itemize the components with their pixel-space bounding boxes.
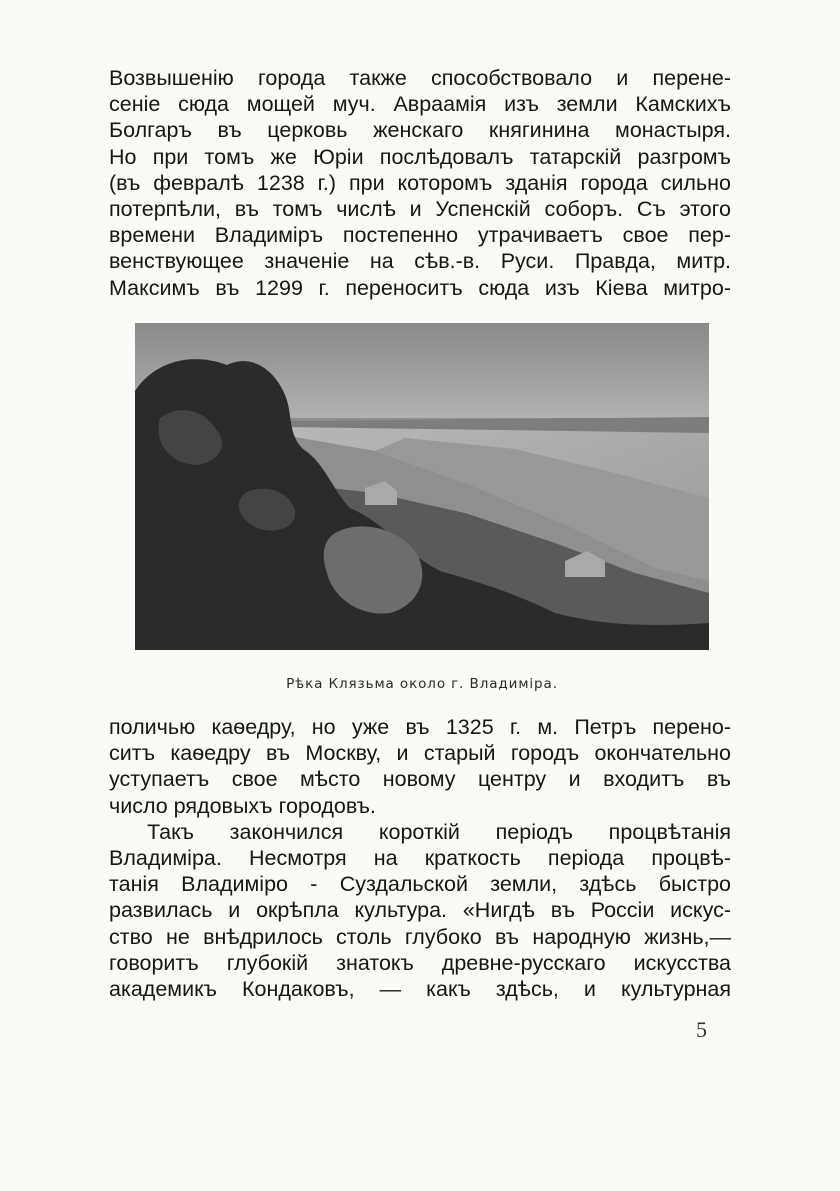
text-line: потерпѣли, въ томъ числѣ и Успенскій соборъ. Съ этого	[109, 197, 731, 222]
text-line: развилась и окрѣпла культура. «Нигдѣ въ Россіи искус-	[109, 898, 731, 923]
text-line: поличью каѳедру, но уже въ 1325 г. м. Петръ перено-	[109, 715, 731, 739]
text-line: число рядовыхъ городовъ.	[109, 793, 376, 818]
paragraph-top	[109, 65, 731, 301]
text-line: Владиміра. Несмотря на краткость періода процвѣ-	[109, 846, 731, 871]
text-line: Возвышенію города также способствовало и перене-	[109, 66, 731, 90]
text-line: (въ февралѣ 1238 г.) при которомъ зданія города сильно	[109, 170, 731, 195]
figure-caption: Рѣка Клязьма около г. Владиміра.	[286, 676, 558, 692]
text-line: говоритъ глубокій знатокъ древне-русскаго искусства	[109, 950, 731, 975]
paragraph-bottom	[109, 714, 731, 1002]
text-line: Максимъ въ 1299 г. переноситъ сюда изъ Кіева митро-	[109, 275, 731, 300]
text-line: Болгаръ въ церковь женскаго княгинина монастыря.	[109, 118, 731, 143]
text-line: ство не внѣдрилось столь глубоко въ народную жизнь,—	[109, 924, 731, 949]
text-line: ситъ каѳедру въ Москву, и старый городъ окончательно	[109, 741, 731, 766]
page-number: 5	[696, 1017, 707, 1042]
text-line: венствующее значеніе на сѣв.-в. Руси. Правда, митр.	[109, 249, 731, 274]
text-line: уступаетъ свое мѣсто новому центру и входитъ въ	[109, 767, 731, 792]
text-line: сеніе сюда мощей муч. Авраамія изъ земли Камскихъ	[109, 92, 731, 117]
river-photograph	[135, 323, 709, 650]
text-line: Но при томъ же Юріи послѣдовалъ татарскій разгромъ	[109, 144, 731, 169]
text-line: академикъ Кондаковъ, — какъ здѣсь, и культурная	[109, 977, 731, 1002]
text-line: танія Владиміро - Суздальской земли, здѣсь быстро	[109, 872, 731, 897]
text-line: времени Владиміръ постепенно утрачиваетъ свое пер-	[109, 223, 731, 248]
text-line: Такъ закончился короткій періодъ процвѣтанія	[147, 819, 731, 844]
